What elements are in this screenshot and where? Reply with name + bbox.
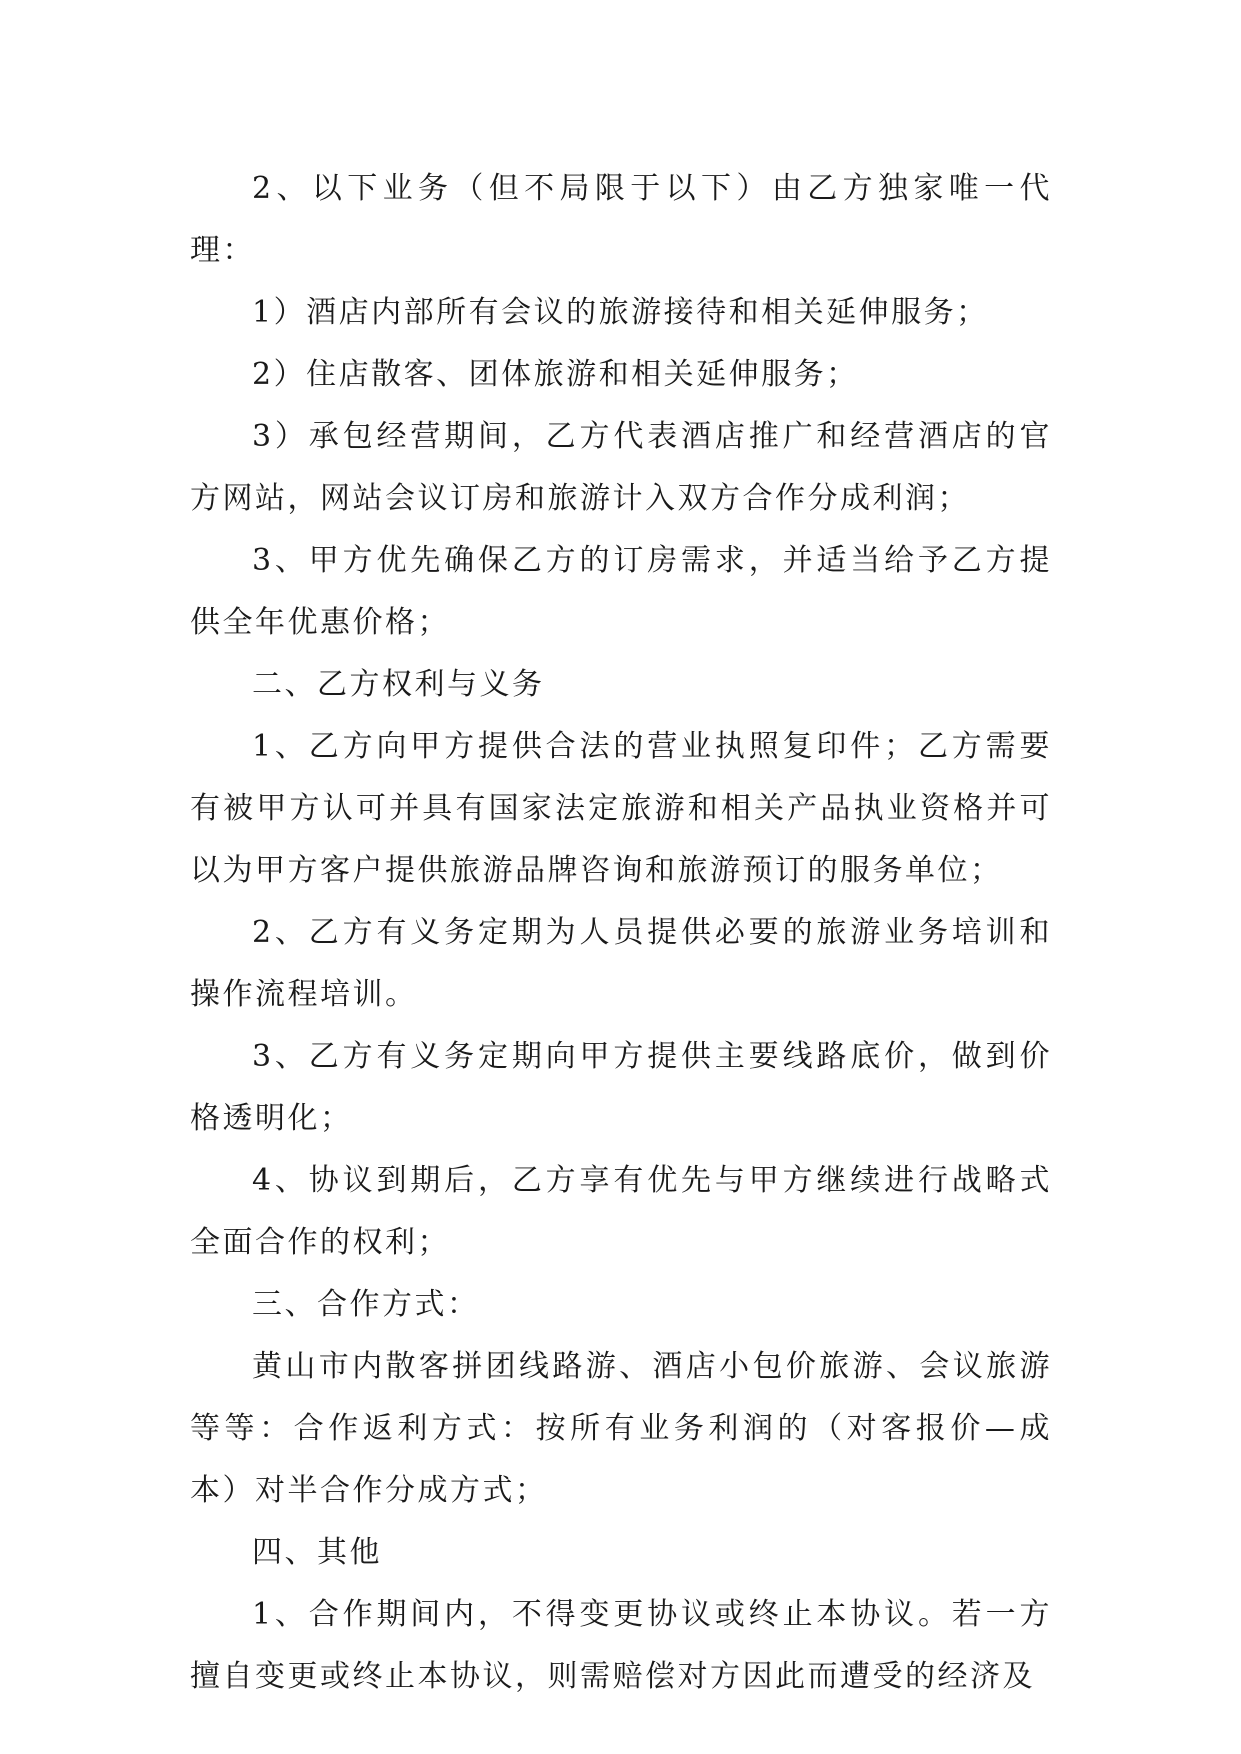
paragraph: 2）住店散客、团体旅游和相关延伸服务； bbox=[252, 357, 859, 392]
paragraph: 4、协议到期后，乙方享有优先与甲方继续进行战略式全面合作的权利； bbox=[190, 1163, 1052, 1260]
paragraph: 2、乙方有义务定期为人员提供必要的旅游业务培训和操作流程培训。 bbox=[190, 915, 1052, 1012]
paragraph: 3、甲方优先确保乙方的订房需求，并适当给予乙方提供全年优惠价格； bbox=[190, 543, 1052, 640]
paragraph: 黄山市内散客拼团线路游、酒店小包价旅游、会议旅游等等：合作返利方式：按所有业务利润的（对客报价—成本）对半合作分成方式； bbox=[190, 1349, 1052, 1508]
paragraph: 3）承包经营期间，乙方代表酒店推广和经营酒店的官方网站，网站会议订房和旅游计入双方合作分成利润； bbox=[190, 419, 1052, 516]
paragraph: 1）酒店内部所有会议的旅游接待和相关延伸服务； bbox=[252, 295, 989, 330]
section-heading: 四、其他 bbox=[252, 1535, 382, 1570]
paragraph: 1、乙方向甲方提供合法的营业执照复印件；乙方需要有被甲方认可并具有国家法定旅游和相关产品执业资格并可以为甲方客户提供旅游品牌咨询和旅游预订的服务单位； bbox=[190, 729, 1052, 888]
section-heading: 二、乙方权利与义务 bbox=[252, 667, 545, 702]
paragraph: 2、以下业务（但不局限于以下）由乙方独家唯一代理： bbox=[190, 171, 1052, 268]
paragraph: 3、乙方有义务定期向甲方提供主要线路底价，做到价格透明化； bbox=[190, 1039, 1052, 1136]
section-heading: 三、合作方式： bbox=[252, 1287, 480, 1322]
paragraph: 1、合作期间内，不得变更协议或终止本协议。若一方擅自变更或终止本协议，则需赔偿对方因此而遭受的经济及 bbox=[190, 1597, 1052, 1694]
document-body bbox=[190, 158, 1052, 1708]
